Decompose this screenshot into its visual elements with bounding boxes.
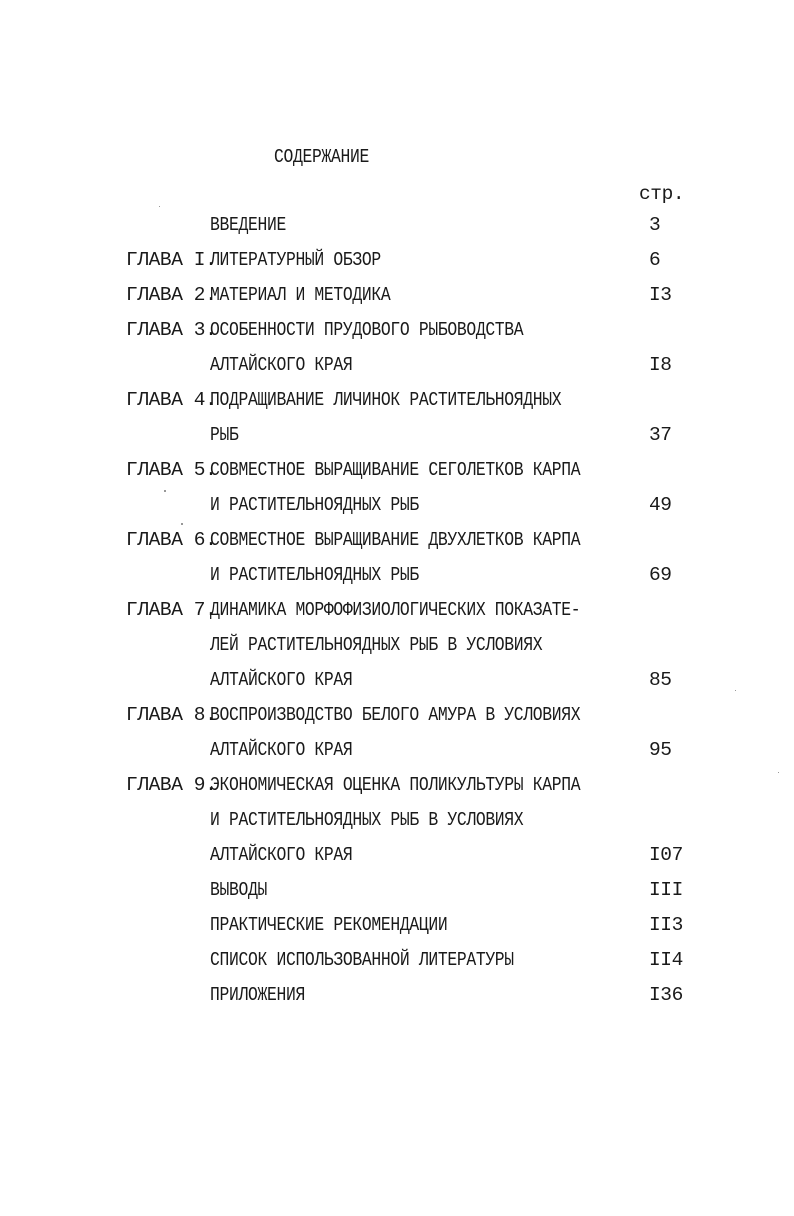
entry-title-line: ЛЕЙ РАСТИТЕЛЬНОЯДНЫХ РЫБ В УСЛОВИЯХ [210, 634, 543, 656]
entry-title-line: СОВМЕСТНОЕ ВЫРАЩИВАНИЕ СЕГОЛЕТКОВ КАРПА [210, 459, 581, 481]
entry-title-line: СПИСОК ИСПОЛЬЗОВАННОЙ ЛИТЕРАТУРЫ [210, 949, 514, 971]
entry-title-line: ЭКОНОМИЧЕСКАЯ ОЦЕНКА ПОЛИКУЛЬТУРЫ КАРПА [210, 774, 581, 796]
entry-title-line: МАТЕРИАЛ И МЕТОДИКА [210, 284, 391, 306]
chapter-label: ГЛАВА 7. [126, 599, 217, 621]
page-number: 69 [649, 564, 672, 586]
entry-title-line: ВВЕДЕНИЕ [210, 214, 286, 236]
chapter-label: ГЛАВА 4. [126, 389, 217, 411]
entry-title-line: И РАСТИТЕЛЬНОЯДНЫХ РЫБ [210, 564, 419, 586]
page-number: 85 [649, 669, 672, 691]
page-number: III [649, 879, 683, 901]
entry-title-line: СОВМЕСТНОЕ ВЫРАЩИВАНИЕ ДВУХЛЕТКОВ КАРПА [210, 529, 581, 551]
paper-speck [735, 690, 736, 691]
paper-speck [164, 490, 166, 492]
chapter-label: ГЛАВА I. [126, 249, 217, 271]
entry-title-line: ПОДРАЩИВАНИЕ ЛИЧИНОК РАСТИТЕЛЬНОЯДНЫХ [210, 389, 562, 411]
page-number: I36 [649, 984, 683, 1006]
page-number: 37 [649, 424, 672, 446]
entry-title-line: И РАСТИТЕЛЬНОЯДНЫХ РЫБ [210, 494, 419, 516]
entry-title-line: ПРИЛОЖЕНИЯ [210, 984, 305, 1006]
paper-speck [181, 523, 183, 525]
entry-title-line: АЛТАЙСКОГО КРАЯ [210, 739, 353, 761]
chapter-label: ГЛАВА 6. [126, 529, 217, 551]
paper-speck [778, 772, 779, 773]
paper-speck [159, 206, 160, 207]
entry-title-line: АЛТАЙСКОГО КРАЯ [210, 844, 353, 866]
chapter-label: ГЛАВА 5. [126, 459, 217, 481]
page-number: 3 [649, 214, 661, 236]
entry-title-line: ВЫВОДЫ [210, 879, 267, 901]
entry-title-line: АЛТАЙСКОГО КРАЯ [210, 669, 353, 691]
entry-title-line: ВОСПРОИЗВОДСТВО БЕЛОГО АМУРА В УСЛОВИЯХ [210, 704, 581, 726]
chapter-label: ГЛАВА 2. [126, 284, 217, 306]
entry-title-line: АЛТАЙСКОГО КРАЯ [210, 354, 353, 376]
entry-title-line: РЫБ [210, 424, 239, 446]
chapter-label: ГЛАВА 9. [126, 774, 217, 796]
toc-heading: СОДЕРЖАНИЕ [274, 146, 369, 168]
chapter-label: ГЛАВА 3. [126, 319, 217, 341]
page-number: II3 [649, 914, 683, 936]
entry-title-line: ДИНАМИКА МОРФОФИЗИОЛОГИЧЕСКИХ ПОКАЗАТЕ- [210, 599, 581, 621]
page-number: I8 [649, 354, 672, 376]
page-number: I3 [649, 284, 672, 306]
page-number: 49 [649, 494, 672, 516]
page-number: I07 [649, 844, 683, 866]
entry-title-line: ПРАКТИЧЕСКИЕ РЕКОМЕНДАЦИИ [210, 914, 448, 936]
entry-title-line: ЛИТЕРАТУРНЫЙ ОБЗОР [210, 249, 381, 271]
chapter-label: ГЛАВА 8. [126, 704, 217, 726]
page-number: 6 [649, 249, 661, 271]
page-number: II4 [649, 949, 683, 971]
entry-title-line: ОСОБЕННОСТИ ПРУДОВОГО РЫБОВОДСТВА [210, 319, 524, 341]
page-column-label: стр. [639, 183, 685, 205]
entry-title-line: И РАСТИТЕЛЬНОЯДНЫХ РЫБ В УСЛОВИЯХ [210, 809, 524, 831]
page-number: 95 [649, 739, 672, 761]
